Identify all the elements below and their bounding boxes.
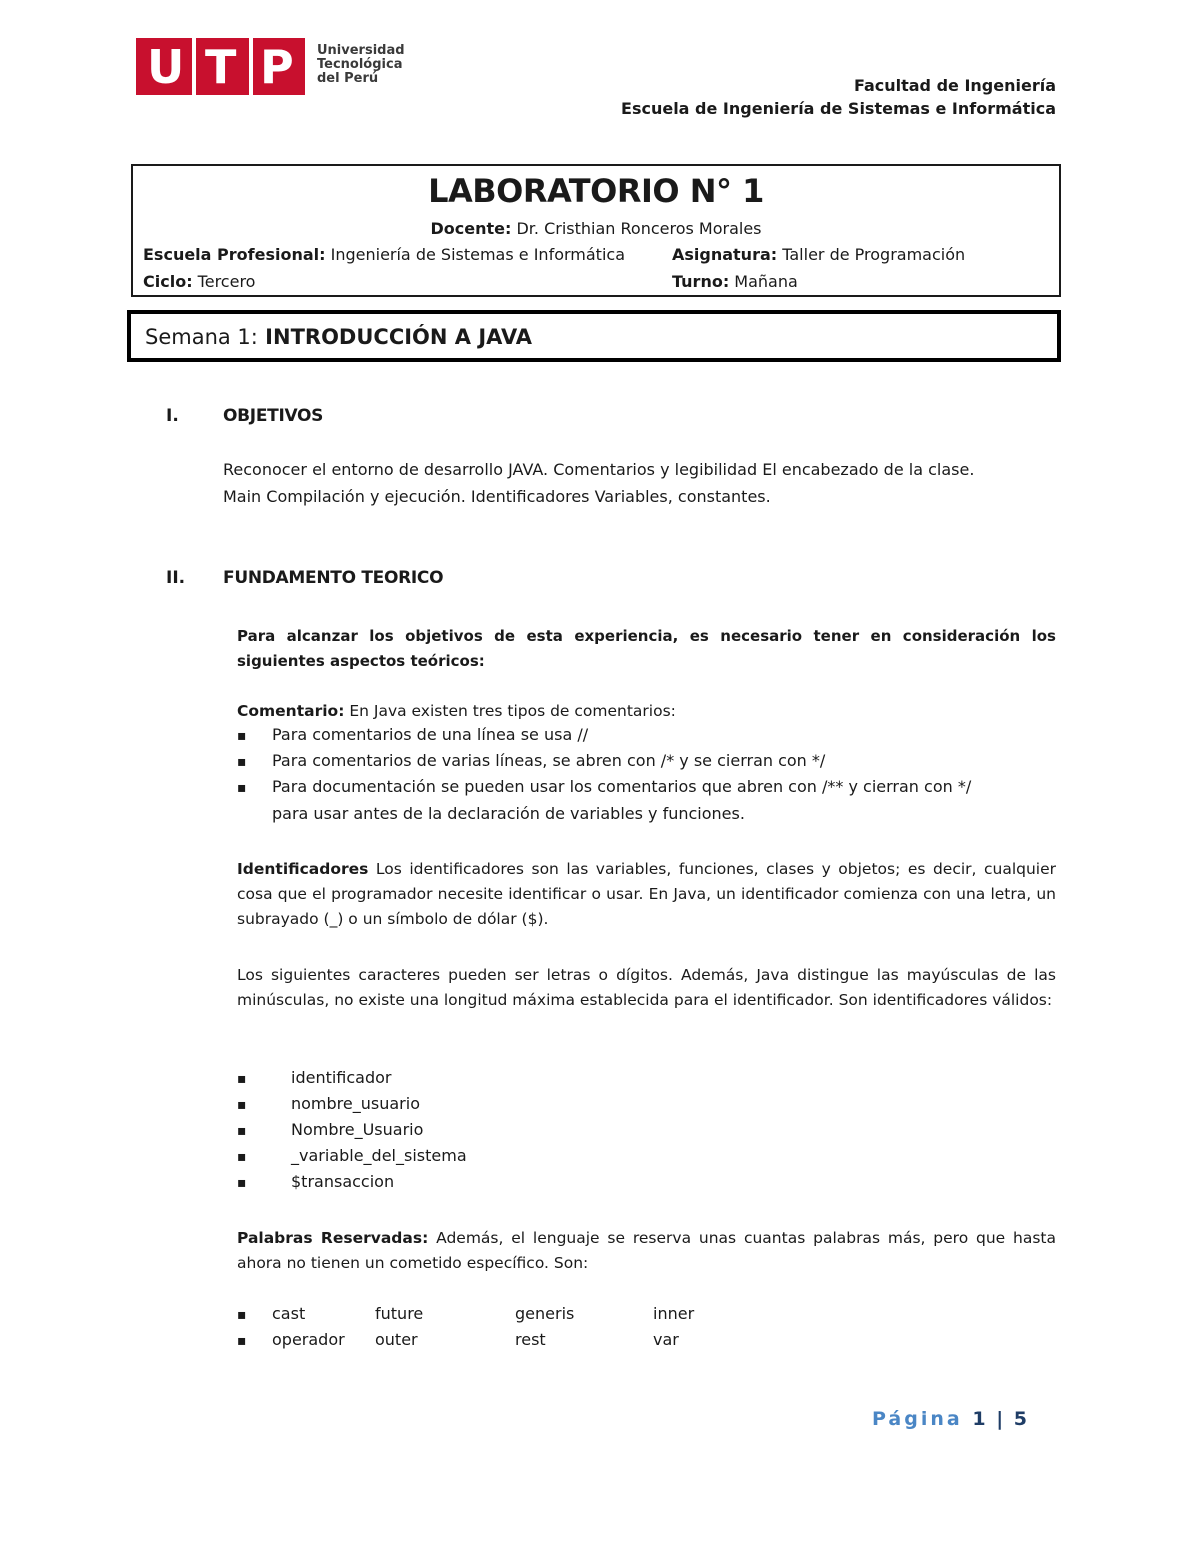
reservadas-paragraph (237, 1226, 1056, 1276)
university-name-line: Tecnológica (317, 57, 403, 72)
section-number: I. (166, 406, 179, 426)
list-item-continuation: para usar antes de la declaración de variables y funciones. (272, 804, 745, 823)
turno-label: Turno: (672, 272, 730, 291)
faculty-header (621, 74, 1056, 120)
logo-letter-u: U (147, 40, 185, 94)
list-item: Para documentación se pueden usar los comentarios que abren con /** y cierran con */ (272, 777, 972, 796)
page-number-footer (872, 1408, 1028, 1430)
list-item: nombre_usuario (291, 1094, 420, 1113)
bullet-icon: ▪ (237, 1071, 247, 1087)
bullet-icon: ▪ (237, 1333, 247, 1349)
comentario-line (237, 699, 1056, 724)
docente-label: Docente: (430, 219, 512, 238)
faculty-name: Facultad de Ingeniería (853, 76, 1056, 95)
identificadores-paragraph (237, 857, 1056, 932)
university-name (317, 44, 405, 86)
reserved-word: generis (515, 1304, 575, 1323)
university-name-line: del Perú (317, 71, 379, 86)
bullet-icon: ▪ (237, 754, 247, 770)
comentario-label: Comentario: (237, 702, 345, 720)
section-number: II. (166, 568, 186, 588)
caracteres-paragraph: Los siguientes caracteres pueden ser letras o dígitos. Además, Java distingue las mayúsculas de las minúsculas, no existe una longitud máxima establecida para el identificador. Son identificadores válidos: (237, 966, 1056, 1009)
bullet-icon: ▪ (237, 1123, 247, 1139)
bullet-icon: ▪ (237, 1307, 247, 1323)
asignatura-label: Asignatura: (672, 245, 778, 264)
reservadas-text: Además, el lenguaje se reserva unas cuantas palabras más, pero que hasta ahora no tienen un cometido específico. Son: (237, 1229, 1057, 1272)
utp-logo (136, 38, 305, 95)
objetivos-line: Main Compilación y ejecución. Identificadores Variables, constantes. (223, 487, 771, 506)
asignatura-field (672, 245, 965, 264)
lab-info-box (131, 164, 1061, 297)
school-name: Escuela de Ingeniería de Sistemas e Informática (621, 99, 1056, 118)
docente-value: Dr. Cristhian Ronceros Morales (511, 219, 762, 238)
list-item: Para comentarios de varias líneas, se abren con /* y se cierran con */ (272, 751, 826, 770)
section-title-fundamento: FUNDAMENTO TEORICO (223, 568, 444, 588)
university-name-line: Universidad (317, 43, 405, 58)
logo-divider (192, 38, 196, 95)
turno-field (672, 272, 798, 291)
reserved-word: var (653, 1330, 679, 1349)
identificadores-label: Identificadores (237, 860, 369, 878)
ciclo-label: Ciclo: (143, 272, 193, 291)
objetivos-text (223, 456, 1063, 510)
escuela-label: Escuela Profesional: (143, 245, 326, 264)
theory-intro: Para alcanzar los objetivos de esta experiencia, es necesario tener en consideración los siguientes aspectos teóricos: (237, 627, 1056, 670)
reserved-word: operador (272, 1330, 345, 1349)
list-item: Nombre_Usuario (291, 1120, 424, 1139)
page-total: 5 (1013, 1408, 1028, 1430)
reserved-word: rest (515, 1330, 546, 1349)
list-item: Para comentarios de una línea se usa // (272, 725, 589, 744)
reservadas-label: Palabras Reservadas: (237, 1229, 429, 1247)
reserved-word: outer (375, 1330, 418, 1349)
logo-divider (249, 38, 253, 95)
asignatura-value: Taller de Programación (777, 245, 966, 264)
week-topic: INTRODUCCIÓN A JAVA (257, 325, 533, 349)
list-item: _variable_del_sistema (291, 1146, 467, 1165)
reserved-word: inner (653, 1304, 695, 1323)
logo-letter-p: P (260, 40, 294, 94)
escuela-value: Ingeniería de Sistemas e Informática (325, 245, 625, 264)
reserved-word: future (375, 1304, 424, 1323)
comentario-text: En Java existen tres tipos de comentarios: (344, 702, 676, 720)
week-label: Semana 1: (145, 325, 258, 349)
week-title (145, 325, 532, 349)
section-title-objetivos: OBJETIVOS (223, 406, 324, 426)
logo-letter-t: T (205, 40, 237, 94)
objetivos-line: Reconocer el entorno de desarrollo JAVA. Comentarios y legibilidad El encabezado de la clase. (223, 460, 975, 479)
list-item: identificador (291, 1068, 392, 1087)
list-item: $transaccion (291, 1172, 395, 1191)
reserved-word: cast (272, 1304, 306, 1323)
bullet-icon: ▪ (237, 1175, 247, 1191)
ciclo-value: Tercero (192, 272, 256, 291)
bullet-icon: ▪ (237, 1097, 247, 1113)
page-separator: | (996, 1408, 1005, 1430)
bullet-icon: ▪ (237, 728, 247, 744)
lab-title: LABORATORIO N° 1 (428, 172, 764, 210)
week-title-box (127, 310, 1061, 362)
turno-value: Mañana (729, 272, 798, 291)
bullet-icon: ▪ (237, 1149, 247, 1165)
bullet-icon: ▪ (237, 780, 247, 796)
identificadores-text: Los identificadores son las variables, funciones, clases y objetos; es decir, cualquier cosa que el programador necesite identificar o usar. En Java, un identificador comienza con una letra, un subrayado (_) o un símbolo de dólar ($). (237, 860, 1056, 928)
page-word: Página (872, 1408, 963, 1430)
page-current: 1 (972, 1408, 987, 1430)
escuela-field (143, 245, 625, 264)
ciclo-field (143, 272, 255, 291)
docente-line (133, 219, 1059, 238)
